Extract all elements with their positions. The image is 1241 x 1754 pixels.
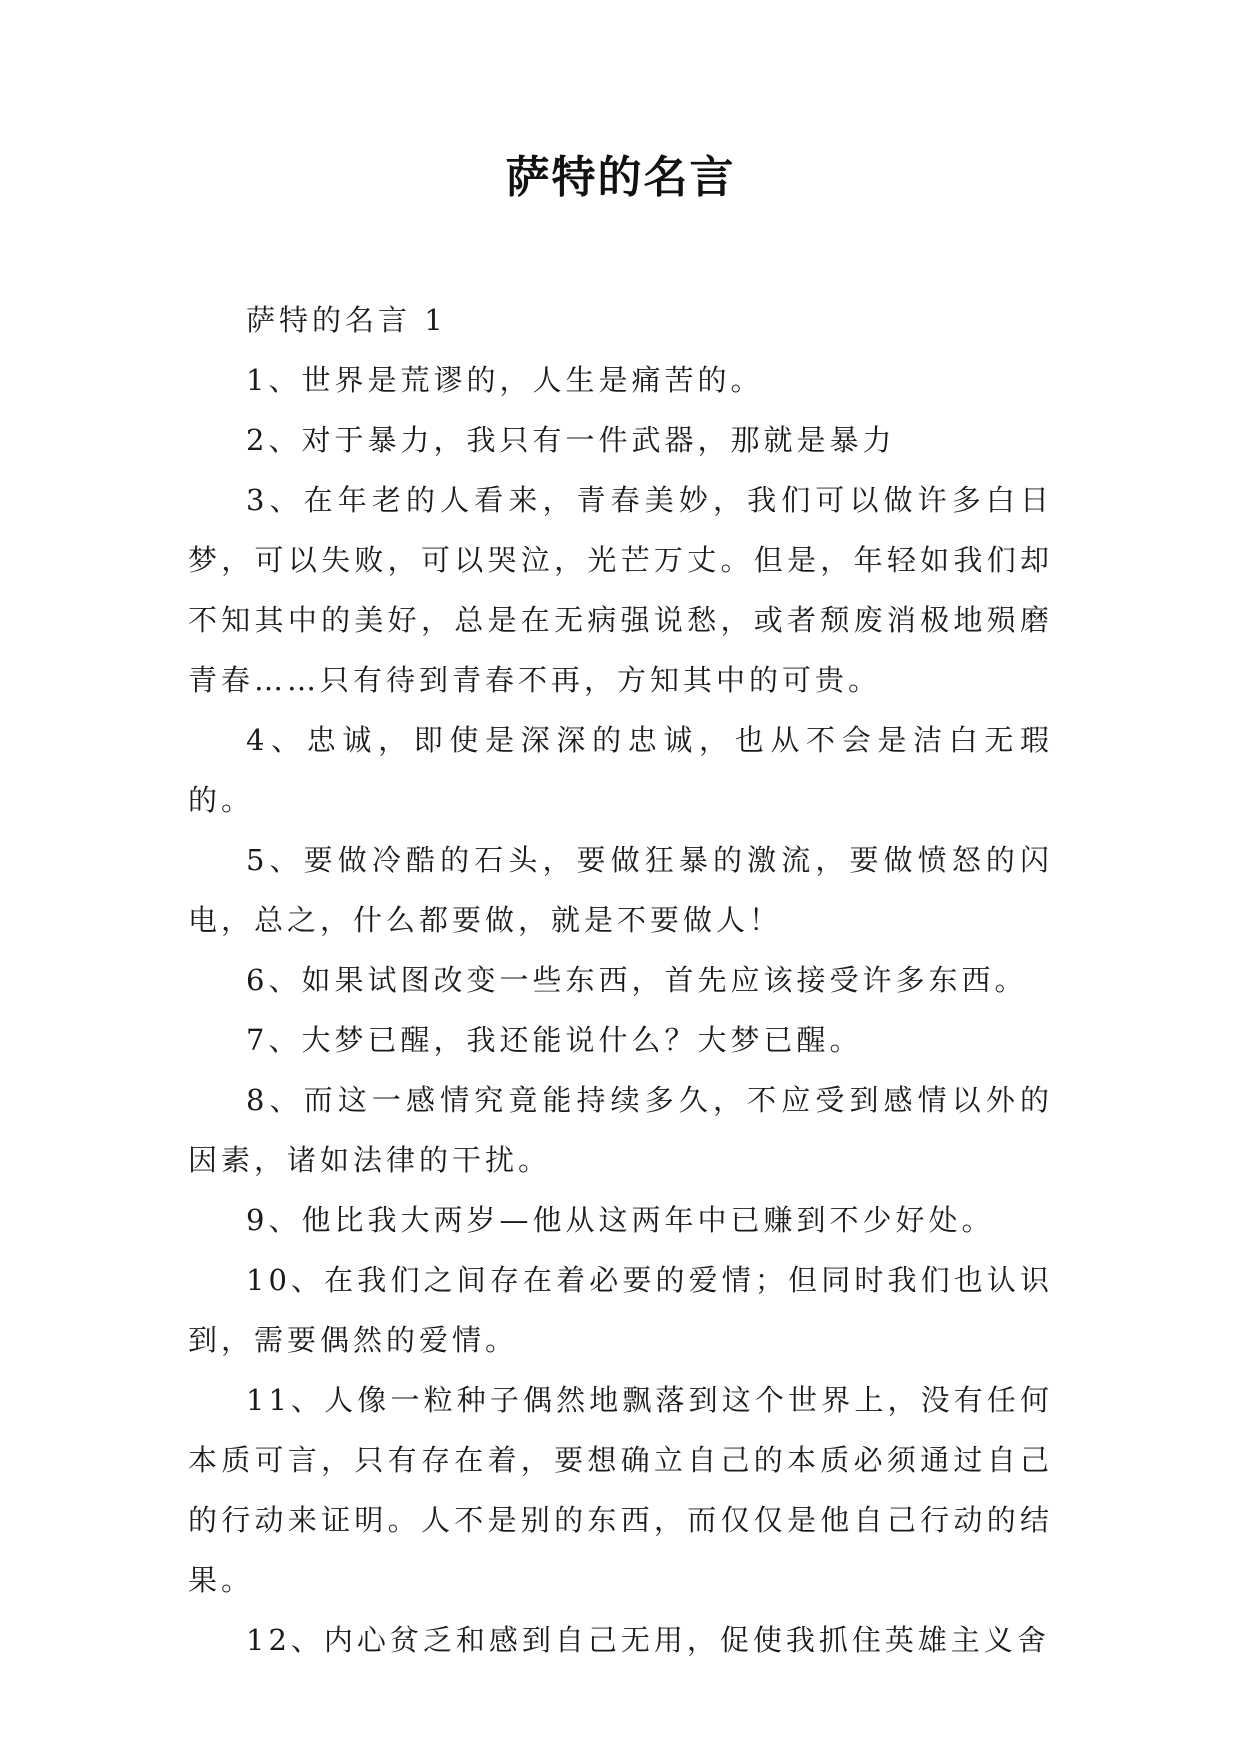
quote-paragraph-10: 10、在我们之间存在着必要的爱情；但同时我们也认识到，需要偶然的爱情。 bbox=[188, 1263, 1053, 1357]
quote-paragraph-5: 5、要做冷酷的石头，要做狂暴的激流，要做愤怒的闪电，总之，什么都要做，就是不要做人！ bbox=[188, 843, 1053, 937]
document-title: 萨特的名言 bbox=[505, 152, 736, 203]
quote-paragraph-6: 6、如果试图改变一些东西，首先应该接受许多东西。 bbox=[246, 963, 1028, 997]
quote-paragraph-12: 12、内心贫乏和感到自己无用，促使我抓住英雄主义舍 bbox=[246, 1623, 1050, 1657]
quote-paragraph-8: 8、而这一感情究竟能持续多久，不应受到感情以外的因素，诸如法律的干扰。 bbox=[188, 1083, 1053, 1177]
quote-paragraph-1: 1、世界是荒谬的，人生是痛苦的。 bbox=[246, 363, 764, 397]
quote-paragraph-3: 3、在年老的人看来，青春美妙，我们可以做许多白日梦，可以失败，可以哭泣，光芒万丈。但是，年轻如我们却不知其中的美好，总是在无病强说愁，或者颓废消极地殒磨青春……只有待到青春不再，方知其中的可贵。 bbox=[188, 483, 1053, 697]
quote-paragraph-4: 4、忠诚，即使是深深的忠诚，也从不会是洁白无瑕的。 bbox=[188, 723, 1053, 817]
quote-paragraph-9: 9、他比我大两岁—他从这两年中已赚到不少好处。 bbox=[246, 1203, 995, 1237]
quote-paragraph-7: 7、大梦已醒，我还能说什么？大梦已醒。 bbox=[246, 1023, 863, 1057]
section-heading: 萨特的名言 1 bbox=[246, 303, 447, 337]
quote-paragraph-2: 2、对于暴力，我只有一件武器，那就是暴力 bbox=[246, 423, 896, 457]
quote-paragraph-11: 11、人像一粒种子偶然地飘落到这个世界上，没有任何本质可言，只有存在着，要想确立自己的本质必须通过自己的行动来证明。人不是别的东西，而仅仅是他自己行动的结果。 bbox=[188, 1383, 1053, 1597]
document-body bbox=[188, 290, 1053, 1670]
